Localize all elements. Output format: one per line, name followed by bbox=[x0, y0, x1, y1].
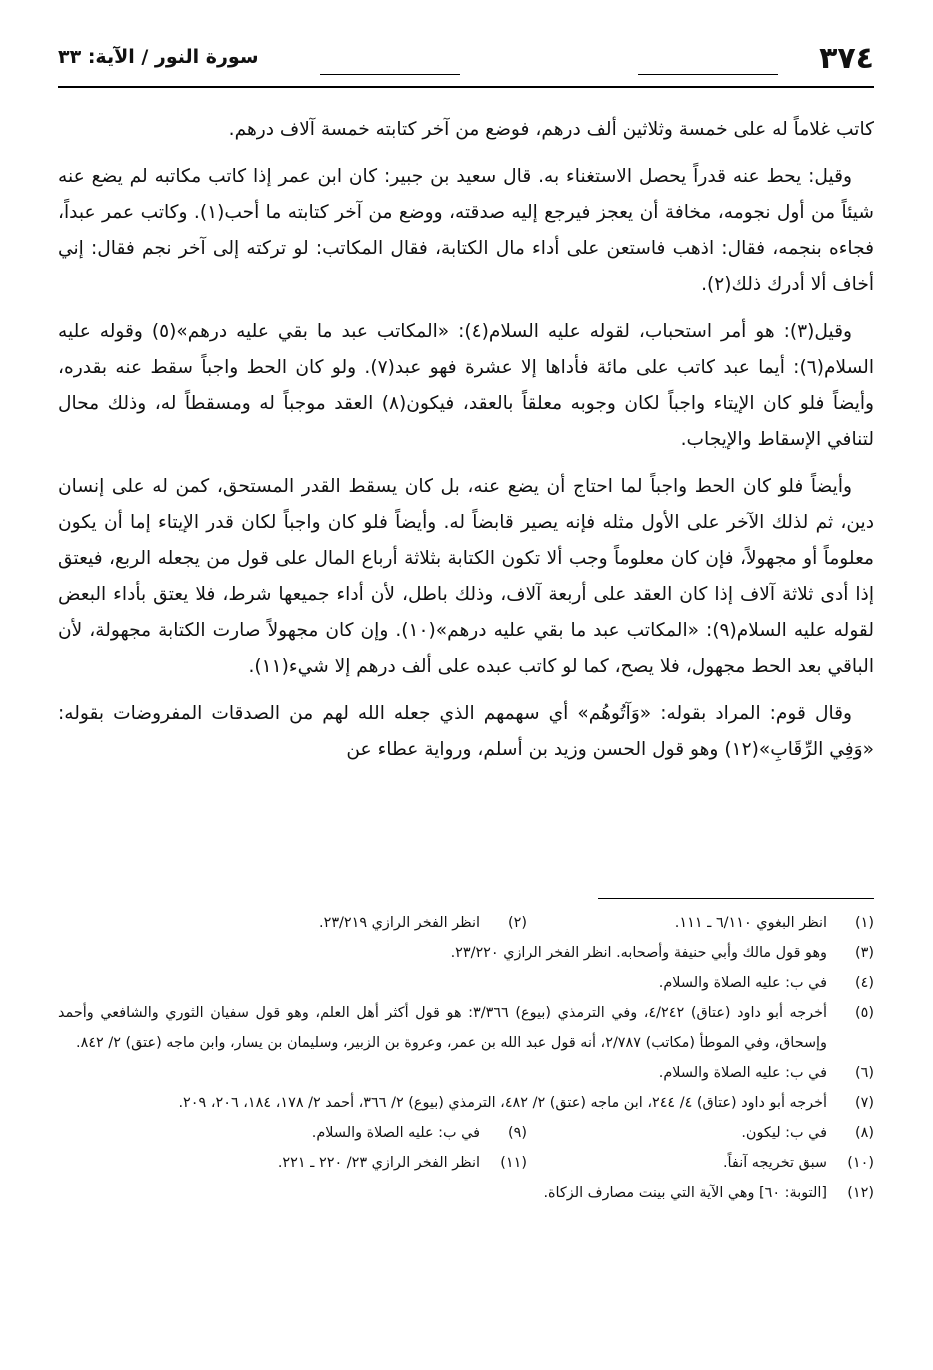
paragraph: كاتب غلاماً له على خمسة وثلاثين ألف درهم، فوضع من آخر كتابته خمسة آلاف درهم. bbox=[228, 119, 874, 140]
footnote-number: (٥) bbox=[855, 1005, 874, 1021]
footnote-row bbox=[58, 1118, 874, 1148]
footnote bbox=[180, 1148, 527, 1178]
footnote-text: وهو قول مالك وأبي حنيفة وأصحابه. انظر الفخر الرازي ٢٣/٢٢٠. bbox=[450, 945, 827, 961]
footnote-text: انظر الفخر الرازي ٢٣/ ٢٢٠ ـ ٢٢١. bbox=[277, 1155, 480, 1171]
footnote-number: (٩) bbox=[508, 1125, 527, 1141]
header-rule bbox=[638, 74, 778, 75]
footnote bbox=[58, 998, 874, 1058]
paragraph: وقيل: يحط عنه قدراً يحصل الاستغناء به. قال سعيد بن جبير: كان ابن عمر إذا كاتب مكاتبه لم يضع عنه شيئاً من أول نجومه، مخافة أن يعجز فيرجع إليه صدقته، ووضع من آخر كتابته ما أحب(١). وكاتب عمر عبداً، فجاءه بنجمه، فقال: اذهب فاستعن على أداء مال الكتابة، فقال المكاتب: لو تركته إلى آخر نجم فقال: إني أخاف ألا أدرك ذلك(٢). bbox=[58, 166, 874, 295]
footnote bbox=[180, 908, 527, 938]
footnote bbox=[58, 1058, 874, 1088]
footnote-row bbox=[58, 908, 874, 938]
footnote-number: (٧) bbox=[855, 1095, 874, 1111]
footnote-number: (٨) bbox=[855, 1125, 874, 1141]
footnote-text: [التوبة: ٦٠] وهي الآية التي بينت مصارف الزكاة. bbox=[543, 1185, 827, 1201]
footnotes bbox=[58, 908, 874, 1208]
footnote bbox=[527, 1118, 874, 1148]
footnote bbox=[58, 938, 874, 968]
footnote-number: (٤) bbox=[855, 975, 874, 991]
footnote bbox=[58, 1178, 874, 1208]
paragraph: وقيل(٣): هو أمر استحباب، لقوله عليه السلام(٤): «المكاتب عبد ما بقي عليه درهم»(٥) وقوله عليه السلام(٦): أيما عبد كاتب على مائة فأداها إلا عشرة فهو عبد(٧). ولو كان الحط واجباً سقط عنه بقدره، وأيضاً فلو كان الإيتاء واجباً لكان وجوبه معلقاً بالعقد، فيكون(٨) العقد موجباً له ومسقطاً له، وذلك محال لتنافي الإسقاط والإيجاب. bbox=[58, 321, 875, 450]
footnote-text: انظر البغوي ٦/١١٠ ـ ١١١. bbox=[674, 915, 827, 931]
header-rule bbox=[320, 74, 460, 75]
main-text bbox=[58, 112, 874, 779]
footnote-text: سبق تخريجه آنفاً. bbox=[722, 1155, 827, 1171]
footnote-text: أخرجه أبو داود (عتاق) ٤/ ٢٤٤، ابن ماجه (عتق) ٢/ ٤٨٢، الترمذي (بيوع) ٢/ ٣٦٦، أحمد ٢/ ١٧٨، ١٨٤، ٢٠٦، ٢٠٩. bbox=[178, 1095, 827, 1111]
footnote-text: في ب: عليه الصلاة والسلام. bbox=[658, 1065, 827, 1081]
footnote-number: (١٠) bbox=[847, 1155, 874, 1171]
footnote bbox=[180, 1118, 527, 1148]
footnote-number: (٢) bbox=[508, 915, 527, 931]
footnote bbox=[527, 908, 874, 938]
footnote-text: في ب: ليكون. bbox=[741, 1125, 827, 1141]
footnote bbox=[527, 1148, 874, 1178]
footnote-text: في ب: عليه الصلاة والسلام. bbox=[658, 975, 827, 991]
footnote-number: (٣) bbox=[855, 945, 874, 961]
footnote-number: (٦) bbox=[855, 1065, 874, 1081]
footnote-number: (١) bbox=[855, 915, 874, 931]
footnote-row bbox=[58, 1148, 874, 1178]
footnote-number: (١١) bbox=[500, 1155, 527, 1171]
footnote-separator bbox=[598, 898, 874, 899]
footnote bbox=[58, 968, 874, 998]
footnote bbox=[58, 1088, 874, 1118]
paragraph: وأيضاً فلو كان الحط واجباً لما احتاج أن يضع عنه، بل كان يسقط القدر المستحق، كمن له على إنسان دين، ثم لذلك الآخر على الأول مثله فإنه يصير قابضاً له. وأيضاً فلو كان واجباً لكان قدر الإيتاء إما أن يكون معلوماً أو مجهولاً، فإن كان معلوماً وجب ألا تكون الكتابة بثلاثة أرباع المال على قول من يجعله الربع، فيعتق إذا أدى ثلاثة آلاف إذا كان العقد على أربعة آلاف، وذلك باطل، لأن أداء جميعها شرط، فلا يعتق بأداء البعض لقوله عليه السلام(٩): «المكاتب عبد ما بقي عليه درهم»(١٠). وإن كان مجهولاً صارت الكتابة مجهولة، لأن الباقي بعد الحط مجهول، فلا يصح، كما لو كاتب عبده على ألف درهم إلا شيء(١١). bbox=[58, 476, 874, 677]
footnote-text: انظر الفخر الرازي ٢٣/٢١٩. bbox=[319, 915, 480, 931]
footnote-text: أخرجه أبو داود (عتاق) ٤/٢٤٢، وفي الترمذي (بيوع) ٣/٣٦٦: هو قول أكثر أهل العلم، وهو قول سفيان الثوري والشافعي وأحمد وإسحاق، وفي الموطأ (مكاتب) ٢/٧٨٧، أنه قول عبد الله بن عمر، وعروة بن الزبير، وسليمان بن يسار، وابن ماجه (عتق) ٢/ ٨٤٢. bbox=[58, 1005, 827, 1051]
paragraph: وقال قوم: المراد بقوله: «وَآتُوهُم» أي سهمهم الذي جعله الله لهم من الصدقات المفروضات بقوله: «وَفِي الرِّقَابِ»(١٢) وهو قول الحسن وزيد بن أسلم، ورواية عطاء عن bbox=[58, 703, 874, 760]
page-number: ٣٧٤ bbox=[819, 41, 874, 76]
page-header bbox=[58, 30, 874, 88]
footnote-number: (١٢) bbox=[847, 1185, 874, 1201]
footnote-text: في ب: عليه الصلاة والسلام. bbox=[311, 1125, 480, 1141]
surah-label: سورة النور / الآية: ٣٣ bbox=[58, 46, 259, 68]
